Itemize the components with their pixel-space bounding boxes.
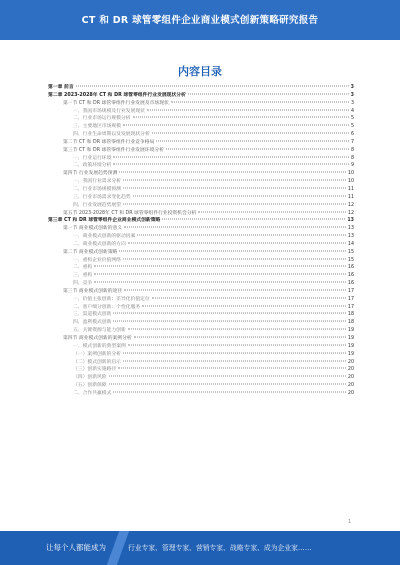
- toc-entry-page: 7: [350, 139, 354, 145]
- toc-entry-label: 第三节 商业模式创新的途径: [63, 288, 123, 294]
- toc-entry-label: 一、商业模式创新的驱动因素: [73, 234, 136, 240]
- toc-entry[interactable]: [48, 217, 354, 225]
- toc-entry-page: 3: [350, 92, 354, 98]
- toc-leader-dots: [109, 384, 346, 385]
- toc-entry-page: 17: [347, 296, 354, 302]
- toc-leader-dots: [109, 376, 346, 377]
- toc-entry[interactable]: [48, 84, 354, 92]
- toc-leader-dots: [171, 101, 349, 102]
- footer-tagline: 行业专家、管理专家、营销专家、战略专家、成为企业家……: [128, 544, 312, 552]
- toc-entry-page: 5: [350, 116, 354, 122]
- toc-entry[interactable]: [48, 115, 354, 123]
- toc-entry-label: 四、行业发展趋势展望: [73, 202, 121, 208]
- toc-entry-label: （二）模式创新的启示: [73, 359, 121, 365]
- toc-leader-dots: [123, 203, 346, 204]
- toc-entry[interactable]: [48, 264, 354, 272]
- toc-entry-label: 四、行业生命周期以及发展现状分析: [73, 132, 150, 138]
- toc-entry-page: 10: [347, 171, 354, 177]
- toc-entry[interactable]: [48, 280, 354, 288]
- table-of-contents: [48, 84, 354, 398]
- toc-entry-page: 20: [347, 390, 354, 396]
- toc-entry-page: 3: [350, 100, 354, 106]
- toc-leader-dots: [198, 211, 345, 212]
- footer-slogan: 让每个人都能成为: [46, 543, 106, 552]
- toc-entry[interactable]: [48, 311, 354, 319]
- toc-entry-page: 8: [350, 147, 354, 153]
- toc-heading: 内容目录: [178, 65, 222, 78]
- toc-entry-page: 11: [347, 186, 354, 192]
- toc-leader-dots: [123, 125, 349, 126]
- toc-entry-page: 13: [347, 226, 354, 232]
- toc-leader-dots: [94, 282, 346, 283]
- toc-leader-dots: [113, 313, 346, 314]
- toc-leader-dots: [152, 297, 346, 298]
- toc-entry-label: 三、主要地区市场规模: [73, 124, 121, 130]
- toc-entry-page: 14: [347, 241, 354, 247]
- toc-entry-label: 二、行业市场运行规模分析: [73, 116, 131, 122]
- toc-leader-dots: [188, 93, 349, 94]
- report-title: CT 和 DR 球管零组件企业商业模式创新策略研究报告: [81, 15, 319, 26]
- toc-entry-label: 二、行业市场规模预测: [73, 186, 121, 192]
- toc-entry-label: 二、商业模式创新的方向: [73, 241, 126, 247]
- toc-leader-dots: [166, 148, 349, 149]
- footer-divider-shape: [107, 531, 129, 565]
- toc-entry-page: 18: [347, 312, 354, 318]
- toc-entry[interactable]: [48, 272, 354, 280]
- toc-entry[interactable]: [48, 359, 354, 367]
- toc-entry[interactable]: [48, 343, 354, 351]
- toc-entry[interactable]: [48, 382, 354, 390]
- toc-leader-dots: [142, 305, 346, 306]
- toc-leader-dots: [123, 187, 346, 188]
- toc-leader-dots: [123, 352, 346, 353]
- toc-entry-label: 四、竞争: [73, 281, 93, 287]
- toc-leader-dots: [123, 360, 346, 361]
- toc-entry[interactable]: [48, 288, 354, 296]
- toc-entry[interactable]: [48, 225, 354, 233]
- toc-entry[interactable]: [48, 92, 354, 100]
- toc-leader-dots: [113, 321, 346, 322]
- toc-entry[interactable]: [48, 296, 354, 304]
- toc-entry-page: 20: [347, 383, 354, 389]
- toc-entry-label: 一、模式创新的典型案例: [73, 343, 126, 349]
- toc-entry[interactable]: [48, 108, 354, 116]
- toc-entry-label: 二、重构: [73, 265, 93, 271]
- toc-entry-label: 三、重构: [73, 273, 93, 279]
- toc-entry-label: 一、重构企业价值网络: [73, 257, 121, 263]
- toc-entry-page: 10: [347, 179, 354, 185]
- toc-entry-label: 一、价值主张创新：差异化价值定位: [73, 296, 150, 302]
- toc-entry[interactable]: [48, 210, 354, 218]
- toc-leader-dots: [128, 242, 346, 243]
- toc-entry-page: 15: [347, 257, 354, 263]
- toc-leader-dots: [119, 250, 346, 251]
- toc-leader-dots: [128, 329, 346, 330]
- toc-entry-page: 19: [347, 351, 354, 357]
- toc-entry-page: 20: [347, 375, 354, 381]
- toc-leader-dots: [133, 117, 349, 118]
- toc-entry-page: 8: [350, 155, 354, 161]
- toc-entry-page: 12: [347, 202, 354, 208]
- toc-entry-label: 第三节 CT 和 DR 球管零组件行业发展环境分析: [63, 147, 164, 153]
- toc-entry-label: 第二节 CT 和 DR 球管零组件行业竞争格局: [63, 139, 155, 145]
- toc-entry-label: 三、渠道模式创新: [73, 312, 112, 318]
- toc-entry[interactable]: [48, 155, 354, 163]
- toc-entry[interactable]: [48, 249, 354, 257]
- toc-entry-label: 一、我国行业需求分析: [73, 179, 121, 185]
- toc-entry[interactable]: [48, 351, 354, 359]
- toc-leader-dots: [147, 109, 349, 110]
- toc-entry-label: 第二章 2023-2028年 CT 和 DR 球管零组件行业发展现状分析: [48, 92, 186, 98]
- toc-entry-label: 第五节 2023-2028年 CT 和 DR 球管零组件行业投资机会分析: [63, 210, 197, 216]
- toc-leader-dots: [124, 227, 346, 228]
- toc-entry-page: 6: [350, 132, 354, 138]
- toc-entry[interactable]: [48, 233, 354, 241]
- toc-entry[interactable]: [48, 170, 354, 178]
- toc-entry[interactable]: [48, 202, 354, 210]
- toc-entry-page: 5: [350, 124, 354, 130]
- toc-entry-page: 19: [347, 328, 354, 334]
- toc-entry-page: 3: [350, 85, 354, 90]
- toc-entry-label: （一）案例创新的分析: [73, 351, 121, 357]
- toc-entry-page: 20: [347, 367, 354, 373]
- toc-leader-dots: [119, 172, 346, 173]
- toc-entry-label: 第四节 商业模式创新的案例分析: [63, 336, 132, 341]
- toc-leader-dots: [113, 391, 346, 392]
- toc-entry[interactable]: [48, 162, 354, 170]
- toc-entry-page: 11: [347, 194, 354, 200]
- toc-entry-label: 第一节 商业模式创新的意义: [63, 226, 123, 232]
- toc-entry[interactable]: [48, 327, 354, 335]
- toc-entry[interactable]: [48, 390, 354, 398]
- toc-leader-dots: [113, 156, 349, 157]
- toc-entry[interactable]: [48, 374, 354, 382]
- toc-entry[interactable]: [48, 319, 354, 327]
- toc-entry-label: 第一节 CT 和 DR 球管零组件行业发展及市场现状: [63, 100, 169, 106]
- toc-entry[interactable]: [48, 335, 354, 343]
- toc-entry[interactable]: [48, 194, 354, 202]
- toc-leader-dots: [123, 258, 346, 259]
- toc-entry-label: 一、行业运行环境: [73, 155, 112, 161]
- toc-entry-page: 19: [347, 343, 354, 349]
- toc-entry-label: （三）创新实施路径: [73, 367, 117, 373]
- toc-entry[interactable]: [48, 147, 354, 155]
- toc-entry-page: 17: [347, 288, 354, 294]
- footer-band: [0, 531, 400, 565]
- toc-entry[interactable]: [48, 100, 354, 108]
- toc-entry-label: 第三章 CT 和 DR 球管零组件企业商业模式创新策略: [48, 218, 161, 224]
- toc-entry-page: 16: [347, 265, 354, 271]
- toc-leader-dots: [118, 368, 346, 369]
- toc-entry-label: 二、合作共赢模式: [73, 390, 112, 396]
- toc-entry[interactable]: [48, 123, 354, 131]
- toc-entry-label: （五）创新保障: [73, 383, 107, 389]
- toc-leader-dots: [124, 289, 346, 290]
- toc-entry[interactable]: [48, 178, 354, 186]
- toc-entry-label: 三、行业市场需求变化趋势: [73, 194, 131, 200]
- toc-entry[interactable]: [48, 131, 354, 139]
- toc-entry-label: 第一章 前言: [48, 85, 74, 90]
- toc-leader-dots: [152, 133, 349, 134]
- toc-leader-dots: [156, 140, 349, 141]
- toc-entry[interactable]: [48, 366, 354, 374]
- toc-entry-label: （四）创新风险: [73, 375, 107, 381]
- toc-entry-label: 二、政策环境分析: [73, 163, 112, 169]
- toc-entry-page: 15: [347, 249, 354, 255]
- toc-entry-label: 一、我国市场规模及行业发展现状: [73, 108, 145, 114]
- toc-leader-dots: [134, 337, 346, 338]
- toc-entry-page: 17: [347, 304, 354, 310]
- toc-leader-dots: [162, 219, 345, 220]
- page-number: 1: [348, 520, 352, 525]
- toc-leader-dots: [76, 86, 349, 87]
- toc-entry[interactable]: [48, 241, 354, 249]
- toc-entry-page: 13: [347, 234, 354, 240]
- toc-entry[interactable]: [48, 304, 354, 312]
- toc-entry-label: 二、客户细分创新：个性化服务: [73, 304, 141, 310]
- toc-entry-page: 13: [347, 218, 354, 224]
- toc-entry-page: 18: [347, 320, 354, 326]
- toc-leader-dots: [133, 195, 346, 196]
- toc-leader-dots: [113, 164, 349, 165]
- toc-leader-dots: [94, 274, 346, 275]
- toc-entry-label: 五、关键资源与能力创新: [73, 328, 126, 334]
- toc-entry-label: 第四节 行业发展趋势预测: [63, 171, 118, 177]
- header-banner: [0, 0, 400, 40]
- toc-entry-page: 9: [350, 163, 354, 169]
- toc-entry-label: 四、盈利模式创新: [73, 320, 112, 326]
- toc-entry-page: 12: [347, 210, 354, 216]
- toc-leader-dots: [94, 266, 346, 267]
- toc-entry-label: 第二节 商业模式创新策略: [63, 249, 118, 255]
- toc-entry-page: 16: [347, 281, 354, 287]
- toc-entry-page: 19: [347, 336, 354, 341]
- toc-entry-page: 16: [347, 273, 354, 279]
- toc-entry-page: 20: [347, 359, 354, 365]
- toc-entry[interactable]: [48, 139, 354, 147]
- toc-leader-dots: [137, 235, 346, 236]
- toc-entry-page: 4: [350, 108, 354, 114]
- toc-leader-dots: [128, 344, 346, 345]
- toc-leader-dots: [123, 180, 346, 181]
- toc-entry[interactable]: [48, 257, 354, 265]
- toc-entry[interactable]: [48, 186, 354, 194]
